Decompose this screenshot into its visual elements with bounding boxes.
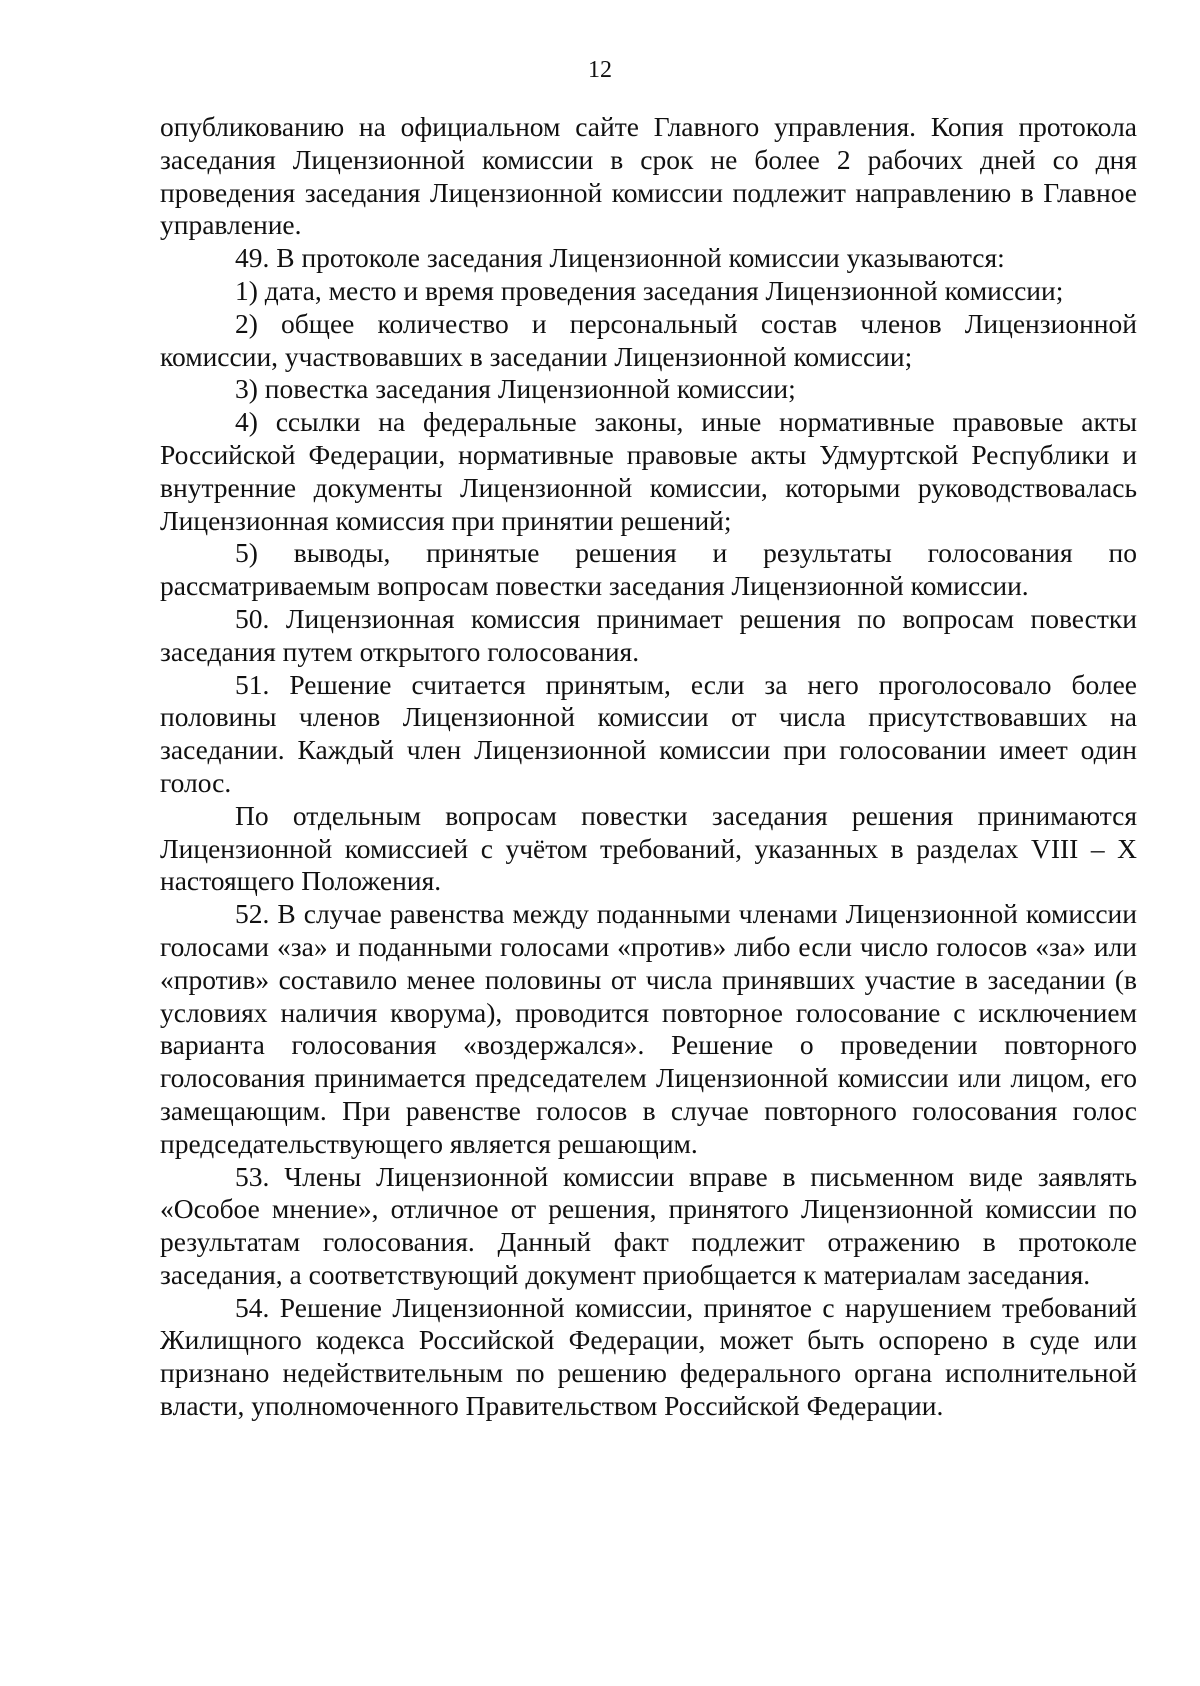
paragraph-51: 51. Решение считается принятым, если за него проголосовало более половины членов Лицензионной комиссии от числа присутствовавших на заседании. Каждый член Лицензионной комиссии при голосовании имеет один голос.: [160, 668, 1137, 798]
paragraph-49-item-3: 3) повестка заседания Лицензионной комиссии;: [235, 373, 796, 405]
paragraph-54: 54. Решение Лицензионной комиссии, принятое с нарушением требований Жилищного кодекса Российской Федерации, может быть оспорено в суде или признано недействительным по решению федерального органа исполнительной власти, уполномоченного Правительством Российской Федерации.: [160, 1291, 1137, 1422]
paragraph-continuation: опубликованию на официальном сайте Главного управления. Копия протокола заседания Лицензионной комиссии в срок не более 2 рабочих дней со дня проведения заседания Лицензионной комиссии подлежит направлению в Главное управление.: [160, 111, 1137, 241]
paragraph-50: 50. Лицензионная комиссия принимает решения по вопросам повестки заседания путем открытого голосования.: [160, 602, 1137, 667]
paragraph-49-item-2: 2) общее количество и персональный состав членов Лицензионной комиссии, участвовавших в заседании Лицензионной комиссии;: [160, 307, 1137, 372]
paragraph-49-item-4: 4) ссылки на федеральные законы, иные нормативные правовые акты Российской Федерации, нормативные правовые акты Удмуртской Республики и внутренние документы Лицензионной комиссии, которыми руководствовалась Лицензионная комиссия при принятии решений;: [160, 406, 1137, 536]
paragraph-49-item-5: 5) выводы, принятые решения и результаты голосования по рассматриваемым вопросам повестки заседания Лицензионной комиссии.: [160, 537, 1137, 602]
paragraph-53: 53. Члены Лицензионной комиссии вправе в письменном виде заявлять «Особое мнение», отличное от решения, принятого Лицензионной комиссии по результатам голосования. Данный факт подлежит отражению в протоколе заседания, а соответствующий документ приобщается к материалам заседания.: [160, 1160, 1137, 1290]
paragraph-52: 52. В случае равенства между поданными членами Лицензионной комиссии голосами «за» и поданными голосами «против» либо если число голосов «за» или «против» составило менее половины от числа принявших участие в заседании (в условиях наличия кворума), проводится повторное голосование с исключением варианта голосования «воздержался». Решение о проведении повторного голосования принимается председателем Лицензионной комиссии или лицом, его замещающим. При равенстве голосов в случае повторного голосования голос председательствующего является решающим.: [160, 898, 1137, 1159]
paragraph-49: 49. В протоколе заседания Лицензионной комиссии указываются:: [235, 242, 1005, 274]
document-body: [160, 111, 1137, 1423]
paragraph-51-note: По отдельным вопросам повестки заседания решения принимаются Лицензионной комиссией с учётом требований, указанных в разделах VIII – X настоящего Положения.: [160, 799, 1137, 897]
paragraph-49-item-1: 1) дата, место и время проведения заседания Лицензионной комиссии;: [235, 274, 1064, 306]
page-number: 12: [588, 57, 612, 83]
